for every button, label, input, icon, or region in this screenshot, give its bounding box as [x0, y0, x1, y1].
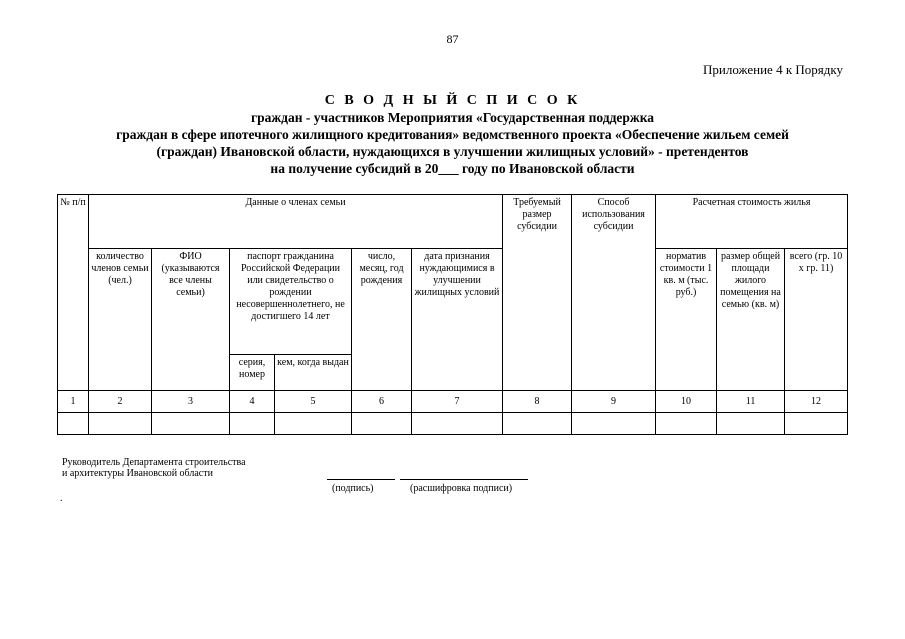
empty-cell: [412, 413, 503, 435]
appendix-label: Приложение 4 к Порядку: [703, 62, 843, 77]
column-number: 2: [89, 391, 152, 413]
title-line-2: граждан в сфере ипотечного жилищного кредитования» ведомственного проекта «Обеспечение жильем семей: [116, 127, 789, 142]
header-passport: паспорт гражданина Российской Федерации или свидетельство о рождении несовершеннолетнего, не достигшего 14 лет: [230, 249, 352, 355]
column-number: 10: [656, 391, 717, 413]
signature-line: [327, 479, 395, 480]
header-fio: ФИО (указываются все члены семьи): [152, 249, 230, 391]
column-number: 12: [785, 391, 848, 413]
column-number: 11: [717, 391, 785, 413]
empty-cell: [656, 413, 717, 435]
column-number-row: [58, 391, 848, 413]
signatory-position: [62, 457, 246, 479]
empty-cell: [89, 413, 152, 435]
decode-line: [400, 479, 528, 480]
column-number: 4: [230, 391, 275, 413]
header-row-1: [58, 195, 848, 249]
column-number: 1: [58, 391, 89, 413]
column-number: 3: [152, 391, 230, 413]
empty-cell: [717, 413, 785, 435]
title-line-1: граждан - участников Мероприятия «Государственная поддержка: [250, 110, 655, 125]
header-family-data: Данные о членах семьи: [89, 195, 503, 249]
title-line-3: (граждан) Ивановской области, нуждающихся в улучшении жилищных условий» - претендентов: [156, 144, 749, 159]
position-line-1: Руководитель Департамента строительства: [62, 457, 246, 468]
header-required-subsidy: Требуемый размер субсидии: [503, 195, 572, 391]
title-main: С В О Д Н Ы Й С П И С О К: [324, 93, 581, 108]
header-row-2: [58, 249, 848, 355]
column-number: 8: [503, 391, 572, 413]
header-need-date: дата признания нуждающимися в улучшении жилищных условий: [412, 249, 503, 391]
header-subsidy-method: Способ использования субсидии: [572, 195, 656, 391]
trailing-dot: .: [60, 493, 63, 504]
column-number: 9: [572, 391, 656, 413]
empty-cell: [503, 413, 572, 435]
column-number: 7: [412, 391, 503, 413]
header-family-count: количество членов семьи (чел.): [89, 249, 152, 391]
header-number: № п/п: [58, 195, 89, 391]
decode-label: (расшифровка подписи): [410, 483, 513, 494]
page-number: 87: [446, 32, 459, 46]
column-number: 5: [275, 391, 352, 413]
header-issued-by: кем, когда выдан: [275, 355, 352, 391]
position-line-2: и архитектуры Ивановской области: [62, 468, 213, 479]
signature-label: (подпись): [332, 483, 374, 494]
empty-data-row: [58, 413, 848, 435]
column-number: 6: [352, 391, 412, 413]
header-housing-cost: Расчетная стоимость жилья: [656, 195, 848, 249]
header-series-number: серия, номер: [230, 355, 275, 391]
empty-cell: [58, 413, 89, 435]
empty-cell: [352, 413, 412, 435]
header-birth-date: число, месяц, год рождения: [352, 249, 412, 391]
empty-cell: [230, 413, 275, 435]
header-cost-norm: норматив стоимости 1 кв. м (тыс. руб.): [656, 249, 717, 391]
empty-cell: [572, 413, 656, 435]
header-total: всего (гр. 10 x гр. 11): [785, 249, 848, 391]
empty-cell: [275, 413, 352, 435]
title-line-4: на получение субсидий в 20___ году по Ивановской области: [270, 161, 635, 176]
empty-cell: [785, 413, 848, 435]
empty-cell: [152, 413, 230, 435]
summary-table: [57, 194, 848, 435]
document-title: [40, 92, 865, 177]
header-area: размер общей площади жилого помещения на семью (кв. м): [717, 249, 785, 391]
